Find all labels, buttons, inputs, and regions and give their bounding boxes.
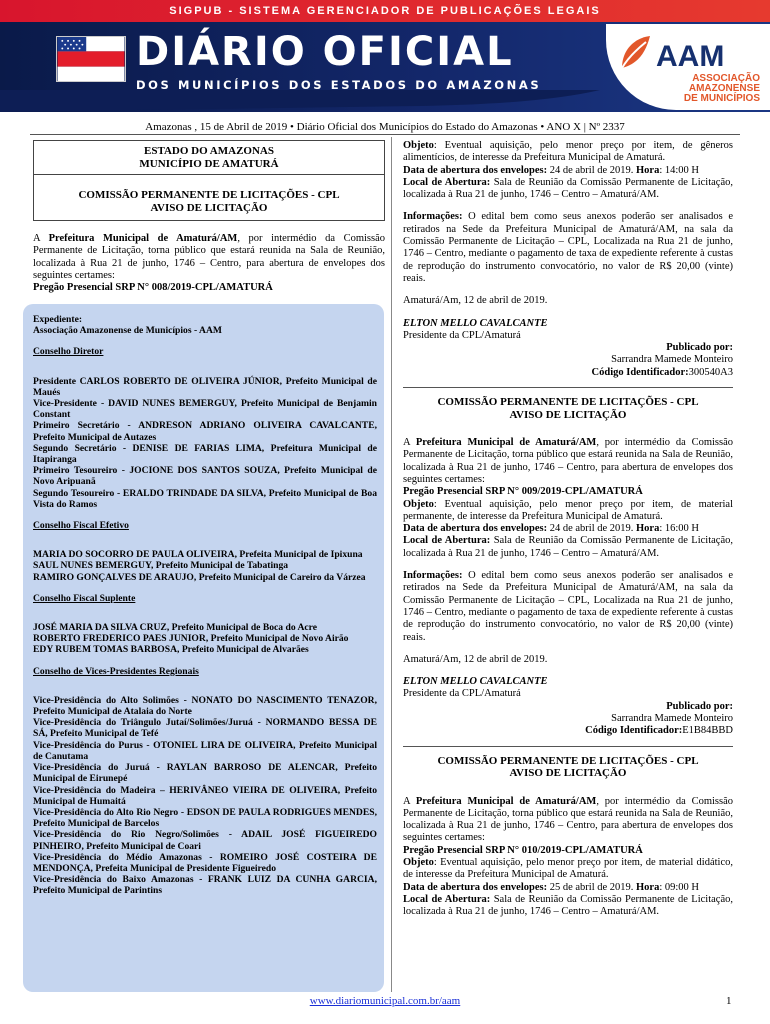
objeto-line bbox=[403, 857, 733, 882]
commission-heading bbox=[34, 175, 384, 220]
data-line bbox=[403, 523, 733, 535]
intro-prefix: A bbox=[403, 437, 416, 449]
prefeitura-name: Prefeitura Municipal de Amaturá/AM bbox=[48, 233, 238, 244]
notice-intro bbox=[403, 796, 733, 845]
prefeitura-name: Prefeitura Municipal de Amaturá/AM bbox=[415, 437, 597, 449]
left-column bbox=[33, 140, 385, 294]
aam-logo-acronym: AAM bbox=[656, 40, 725, 73]
block-separator bbox=[403, 387, 733, 388]
local-label: Local de Abertura: bbox=[403, 893, 491, 905]
state-header-box bbox=[33, 140, 385, 221]
aam-logo-line1: ASSOCIAÇÃO bbox=[692, 73, 760, 84]
data-text: 25 de abril de 2019. bbox=[547, 881, 637, 893]
conselho-vices-list bbox=[33, 695, 377, 897]
notice-title: AVISO DE LICITAÇÃO bbox=[150, 201, 268, 214]
local-text: Sala de Reunião da Comissão Permanente de Licitação, localizada à Rua 21 de junho, 1746 – Centro – Amaturá/AM. bbox=[403, 176, 733, 201]
list-item: MARIA DO SOCORRO DE PAULA OLIVEIRA, Prefeita Municipal de Ipixuna bbox=[33, 549, 363, 561]
objeto-text: : Eventual aquisição, pelo menor preço por item, de gêneros alimentícios, de interesse da Prefeitura Municipal de Amaturá. bbox=[403, 140, 733, 164]
conselho-fiscal-list bbox=[33, 549, 377, 583]
list-item: Segundo Secretário - DENISE DE FARIAS LIMA, Prefeitura Municipal de Itapiranga bbox=[33, 442, 377, 466]
objeto-label: Objeto bbox=[403, 140, 434, 151]
data-line bbox=[403, 882, 733, 894]
issue-info-line: Amazonas , 15 de Abril de 2019 • Diário Oficial dos Municípios do Estado do Amazonas • ANO X | Nº 2337 bbox=[145, 121, 625, 133]
list-item: EDY RUBEM TOMAS BARBOSA, Prefeito Municipal de Alvarães bbox=[33, 644, 309, 656]
prefeitura-name: Prefeitura Municipal de Amaturá/AM bbox=[415, 795, 597, 807]
right-column bbox=[403, 140, 733, 919]
intro-prefix: A bbox=[403, 795, 416, 807]
date-place: Amaturá/Am, 12 de abril de 2019. bbox=[403, 653, 548, 665]
state-name: ESTADO DO AMAZONAS bbox=[144, 145, 274, 157]
notice-block-2 bbox=[403, 396, 733, 738]
block-separator bbox=[403, 746, 733, 747]
data-label: Data de abertura dos envelopes: bbox=[403, 881, 548, 893]
amazonas-flag-icon bbox=[56, 36, 126, 82]
publisher-name: Sarrandra Mamede Monteiro bbox=[611, 712, 733, 724]
aam-logo-line3: DE MUNICÍPIOS bbox=[683, 93, 760, 104]
list-item: Primeiro Secretário - ANDRESON ADRIANO OLIVEIRA CAVALCANTE, Prefeito Municipal de Autazes bbox=[33, 420, 377, 443]
list-item: Vice-Presidência do Alto Solimões - NONATO DO NASCIMENTO TENAZOR, Prefeito Municipal de Atalaia do Norte bbox=[33, 694, 377, 718]
notice-title: AVISO DE LICITAÇÃO bbox=[509, 408, 627, 421]
column-divider bbox=[391, 137, 392, 992]
notice-intro bbox=[403, 437, 733, 486]
intro-text: , por intermédio da Comissão Permanente de Licitação, torna público que estará reunida na Sala de Reunião, localizada à Rua 21 de junho, 1746 – Centro, para abertura de envelopes dos seguintes certames: bbox=[403, 437, 733, 485]
notice-title: AVISO DE LICITAÇÃO bbox=[509, 767, 627, 780]
intro-text: , por intermédio da Comissão Permanente de Licitação, torna público que estará reunida na Sala de Reunião, localizada à Rua 21 de junho, 1746 – Centro, para abertura de envelopes dos seguintes certames: bbox=[403, 795, 733, 844]
conselho-suplente-list bbox=[33, 622, 377, 656]
list-item: Vice-Presidência do Rio Negro/Solimões - ADAIL JOSÉ FIGUEIREDO PINHEIRO, Prefeito Municipal de Coari bbox=[33, 829, 377, 852]
data-line bbox=[403, 165, 733, 177]
list-item: Vice-Presidência do Madeira – HERIVÂNEO VIEIRA DE OLIVEIRA, Prefeito Municipal de Humaitá bbox=[33, 784, 377, 807]
info-label: Informações: bbox=[403, 570, 463, 582]
association-name: Associação Amazonense de Municípios - AAM bbox=[33, 325, 222, 337]
list-item: RAMIRO GONÇALVES DE ARAUJO, Prefeito Municipal de Careiro da Várzea bbox=[33, 571, 366, 583]
publisher-name: Sarrandra Mamede Monteiro bbox=[611, 354, 733, 366]
code-label: Código Identificador: bbox=[591, 366, 689, 378]
info-text: O edital bem como seus anexos poderão ser analisados e retirados na Sede da Prefeitura Municipal de Amaturá/AM, na sala da Comissão Permanente de Licitação – CPL, Localizada na Rua 21 de junho, 1746 – Centro, mediante o pagamento de taxa de expediente referente à custas de reprodução do instrumento convocatório, no valor de R$ 20,00 (vinte) reais. bbox=[403, 211, 733, 284]
banner-wave bbox=[0, 90, 600, 112]
objeto-line bbox=[403, 499, 733, 524]
published-by-label: Publicado por: bbox=[666, 342, 733, 354]
objeto-text: : Eventual aquisição, pelo menor preço por item, de material didático, de interesse da Prefeitura Municipal de Amaturá. bbox=[403, 857, 733, 881]
data-text: 24 de abril de 2019. bbox=[547, 523, 637, 535]
list-item: Primeiro Tesoureiro - JOCIONE DOS SANTOS SOUZA, Prefeito Municipal de Novo Aripuanã bbox=[33, 465, 377, 488]
page-number: 1 bbox=[726, 995, 732, 1007]
list-item: Vice-Presidência do Alto Rio Negro - EDSON DE PAULA RODRIGUES MENDES, Prefeito Municipal de Barcelos bbox=[33, 806, 377, 830]
local-text: Sala de Reunião da Comissão Permanente de Licitação, localizada à Rua 21 de junho, 1746 – Centro – Amaturá/AM. bbox=[403, 893, 733, 918]
list-item: Vice-Presidente - DAVID NUNES BEMERGUY, Prefeito Municipal de Benjamin Constant bbox=[33, 398, 377, 421]
conselho-suplente-heading: Conselho Fiscal Suplente bbox=[33, 592, 136, 604]
local-line bbox=[403, 535, 733, 560]
signer-name: ELTON MELLO CAVALCANTE bbox=[403, 317, 548, 329]
info-paragraph bbox=[403, 211, 733, 285]
signer-role: Presidente da CPL/Amaturá bbox=[403, 688, 521, 700]
code-value: E1B84BBD bbox=[682, 725, 733, 737]
aam-leaf-icon bbox=[618, 32, 654, 72]
info-paragraph bbox=[403, 570, 733, 644]
data-label: Data de abertura dos envelopes: bbox=[403, 523, 548, 535]
local-line bbox=[403, 894, 733, 919]
footer-url-link[interactable]: www.diariomunicipal.com.br/aam bbox=[309, 995, 461, 1007]
state-heading bbox=[34, 141, 384, 175]
pregao-number: Pregão Presencial SRP N° 010/2019-CPL/AMATURÁ bbox=[403, 844, 643, 856]
signer-name: ELTON MELLO CAVALCANTE bbox=[403, 676, 548, 688]
header-banner bbox=[0, 0, 770, 112]
hora-label: Hora bbox=[636, 881, 660, 893]
signer-role: Presidente da CPL/Amaturá bbox=[403, 329, 521, 341]
notice-block-1 bbox=[403, 140, 733, 379]
info-text: O edital bem como seus anexos poderão ser analisados e retirados na Sede da Prefeitura Municipal de Amaturá/AM, na sala da Comissão Permanente de Licitação – CPL, Localizada na Rua 21 de junho, 1746 – Centro, mediante o pagamento de taxa de expediente referente à custas de reprodução do instrumento convocatório, no valor de R$ 20,00 (vinte) reais. bbox=[403, 570, 733, 643]
aam-logo-line2: AMAZONENSE bbox=[688, 83, 760, 94]
pregao-number: Pregão Presencial SRP N° 008/2019-CPL/AMATURÁ bbox=[33, 282, 273, 294]
local-label: Local de Abertura: bbox=[403, 535, 491, 547]
publication-title: DIÁRIO OFICIAL bbox=[136, 29, 514, 75]
objeto-label: Objeto bbox=[403, 498, 434, 510]
pregao-number: Pregão Presencial SRP N° 009/2019-CPL/AMATURÁ bbox=[403, 486, 643, 498]
data-text: 24 de abril de 2019. bbox=[547, 164, 637, 176]
commission-title: COMISSÃO PERMANENTE DE LICITAÇÕES - CPL bbox=[437, 396, 699, 409]
expediente-content bbox=[33, 314, 377, 897]
objeto-line bbox=[403, 140, 733, 165]
aam-logo-name bbox=[620, 74, 760, 104]
conselho-vices-heading: Conselho de Vices-Presidentes Regionais bbox=[33, 665, 199, 677]
conselho-diretor-heading: Conselho Diretor bbox=[33, 346, 104, 358]
conselho-fiscal-heading: Conselho Fiscal Efetivo bbox=[33, 520, 129, 532]
list-item: Segundo Tesoureiro - ERALDO TRINDADE DA SILVA, Prefeito Municipal de Boa Vista do Ramos bbox=[33, 487, 377, 510]
published-by-label: Publicado por: bbox=[666, 700, 733, 712]
system-name: SIGPUB - SISTEMA GERENCIADOR DE PUBLICAÇÕES LEGAIS bbox=[169, 5, 601, 17]
header-rule bbox=[30, 134, 740, 135]
list-item: Presidente CARLOS ROBERTO DE OLIVEIRA JÚNIOR, Prefeito Municipal de Maués bbox=[33, 375, 377, 398]
objeto-label: Objeto bbox=[403, 857, 434, 869]
local-line bbox=[403, 177, 733, 202]
code-line bbox=[403, 725, 733, 737]
notice-intro bbox=[33, 233, 385, 282]
hora-text: : 09:00 H bbox=[659, 881, 700, 893]
list-item: Vice-Presidência do Médio Amazonas - ROMEIRO JOSÉ COSTEIRA DE MENDONÇA, Prefeita Municipal de Presidente Figueiredo bbox=[33, 851, 377, 874]
hora-label: Hora bbox=[636, 523, 660, 535]
publication-subtitle: DOS MUNICÍPIOS DOS ESTADOS DO AMAZONAS bbox=[136, 78, 542, 92]
list-item: JOSÉ MARIA DA SILVA CRUZ, Prefeito Municipal de Boca do Acre bbox=[33, 622, 318, 634]
data-label: Data de abertura dos envelopes: bbox=[403, 164, 548, 176]
commission-title: COMISSÃO PERMANENTE DE LICITAÇÕES - CPL bbox=[78, 189, 340, 201]
list-item: ROBERTO FREDERICO PAES JUNIOR, Prefeito Municipal de Novo Airão bbox=[33, 633, 349, 645]
info-label: Informações: bbox=[403, 211, 463, 223]
code-value: 300540A3 bbox=[688, 366, 733, 378]
objeto-text: : Eventual aquisição, pelo menor preço por item, de material permanente, de interesse da Prefeitura Municipal de Amaturá. bbox=[403, 498, 733, 522]
hora-text: : 14:00 H bbox=[659, 164, 700, 176]
list-item: Vice-Presidência do Purus - OTONIEL LIRA DE OLIVEIRA, Prefeito Municipal de Canutama bbox=[33, 739, 377, 762]
list-item: Vice-Presidência do Juruá - RAYLAN BARROSO DE ALENCAR, Prefeito Municipal de Eirunepé bbox=[33, 762, 377, 785]
local-label: Local de Abertura: bbox=[403, 176, 491, 188]
system-bar bbox=[0, 0, 770, 22]
date-place: Amaturá/Am, 12 de abril de 2019. bbox=[403, 295, 548, 307]
intro-prefix: A bbox=[33, 233, 49, 244]
hora-text: : 16:00 H bbox=[659, 523, 700, 535]
code-line bbox=[403, 367, 733, 379]
code-label: Código Identificador: bbox=[585, 725, 683, 737]
local-text: Sala de Reunião da Comissão Permanente de Licitação, localizada à Rua 21 de junho, 1746 – Centro – Amaturá/AM. bbox=[403, 535, 733, 559]
list-item: Vice-Presidência do Triângulo Jutaí/Solimões/Juruá - NORMANDO BESSA DE SÁ, Prefeito Municipal de Tefé bbox=[33, 717, 377, 740]
notice-block-3 bbox=[403, 755, 733, 919]
intro-text: , por intermédio da Comissão Permanente de Licitação, torna público que estará reunida na Sala de Reunião, localizada à Rua 21 de junho, 1746 – Centro, para abertura de envelopes dos seguintes certames: bbox=[33, 233, 385, 281]
footer bbox=[0, 995, 770, 1007]
commission-title: COMISSÃO PERMANENTE DE LICITAÇÕES - CPL bbox=[437, 754, 699, 767]
list-item: SAUL NUNES BEMERGUY, Prefeito Municipal de Tabatinga bbox=[33, 560, 289, 572]
conselho-diretor-list bbox=[33, 376, 377, 510]
municipality-name: MUNICÍPIO DE AMATURÁ bbox=[139, 157, 279, 170]
expediente-label: Expediente: bbox=[33, 314, 83, 325]
hora-label: Hora bbox=[636, 164, 660, 176]
list-item: Vice-Presidência do Baixo Amazonas - FRANK LUIZ DA CUNHA GARCIA, Prefeito Municipal de Parintins bbox=[33, 874, 377, 897]
